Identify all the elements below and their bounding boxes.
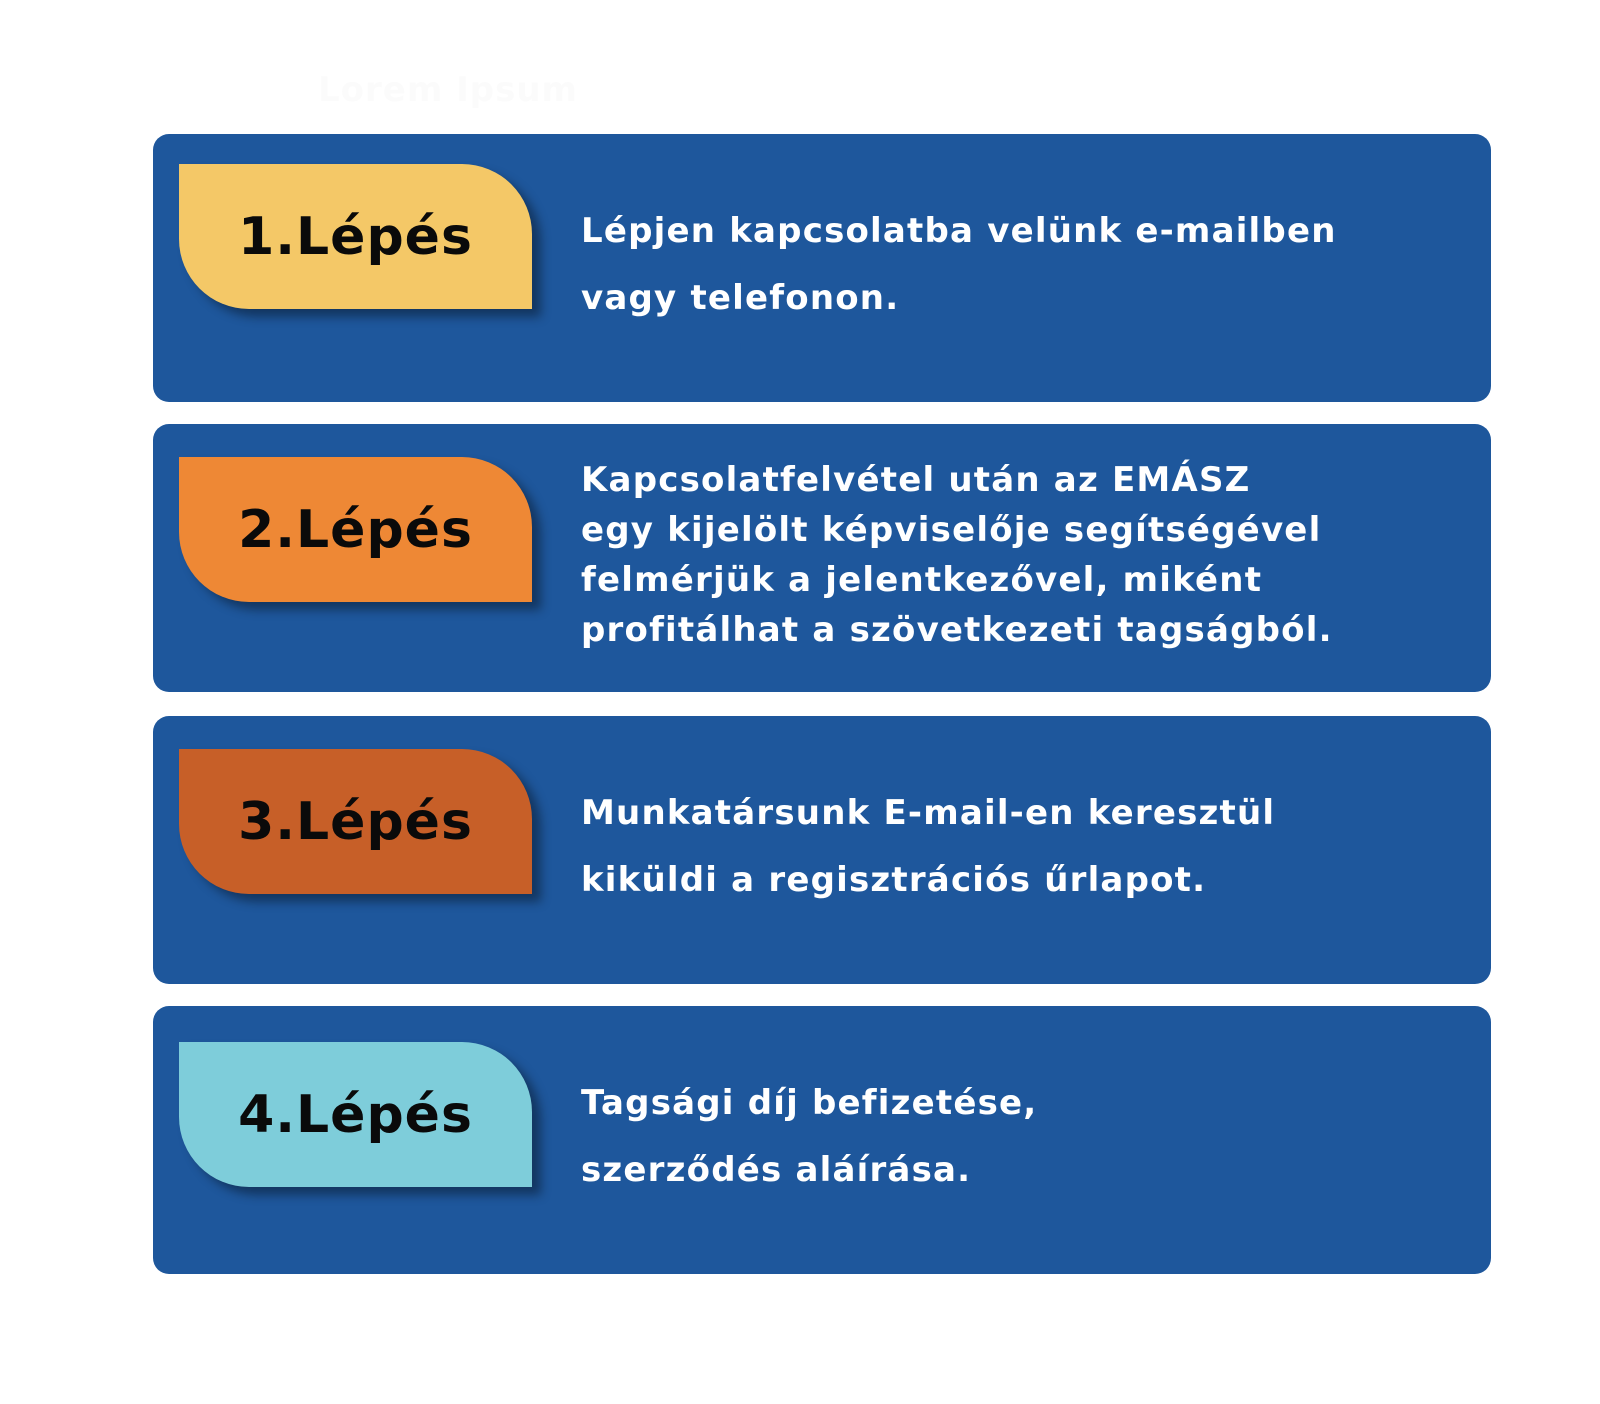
step-badge-1 [179,164,532,309]
step-description-2 [581,455,1451,655]
watermark-title: Lorem Ipsum [318,70,578,110]
step-description-1 [581,198,1451,332]
step-label-3: 3.Lépés [238,791,473,852]
step-2-line-4: profitálhat a szövetkezeti tagságból. [581,610,1333,650]
step-description-3 [581,780,1451,914]
step-label-2: 2.Lépés [238,499,473,560]
step-badge-2 [179,457,532,602]
step-1-line-2: vagy telefonon. [581,278,900,318]
step-3-line-1: Munkatársunk E-mail-en keresztül [581,793,1276,833]
step-1-line-1: Lépjen kapcsolatba velünk e-mailben [581,211,1337,251]
step-card-1 [153,134,1491,402]
step-card-4 [153,1006,1491,1274]
step-2-line-3: felmérjük a jelentkezővel, miként [581,560,1263,600]
step-card-3 [153,716,1491,984]
step-card-2 [153,424,1491,692]
step-4-line-2: szerződés aláírása. [581,1150,972,1190]
step-4-line-1: Tagsági díj befizetése, [581,1083,1038,1123]
step-badge-3 [179,749,532,894]
step-label-4: 4.Lépés [238,1084,473,1145]
step-3-line-2: kiküldi a regisztrációs űrlapot. [581,860,1207,900]
step-description-4 [581,1070,1451,1204]
step-2-line-2: egy kijelölt képviselője segítségével [581,510,1322,550]
step-2-line-1: Kapcsolatfelvétel után az EMÁSZ [581,460,1251,500]
step-label-1: 1.Lépés [238,206,473,267]
step-badge-4 [179,1042,532,1187]
